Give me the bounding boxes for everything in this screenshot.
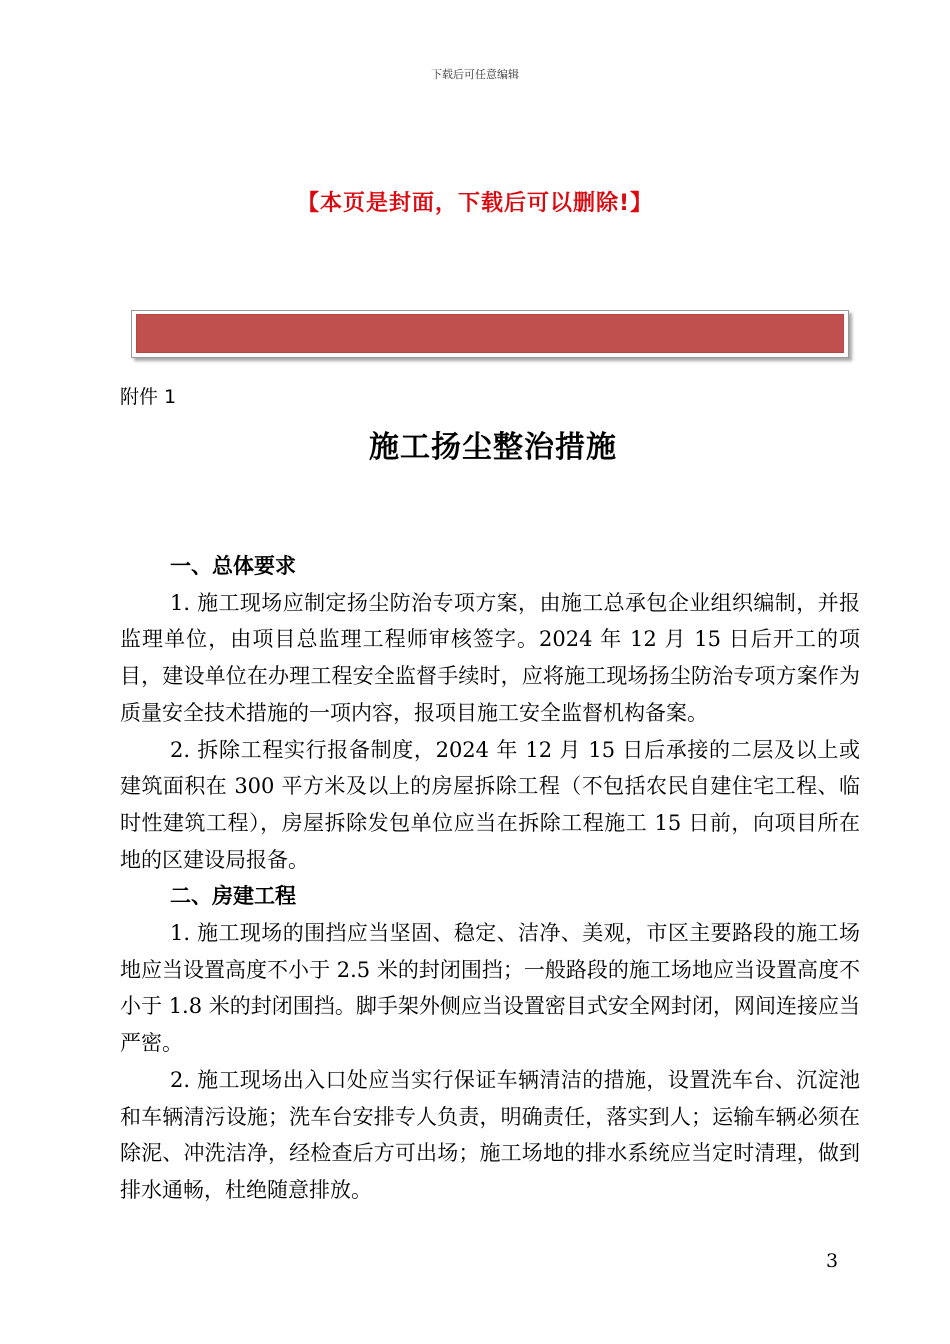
- page-number: 3: [826, 1250, 839, 1272]
- decorative-banner: [131, 310, 849, 358]
- section-housing-construction: [120, 878, 860, 1208]
- section-heading: 二、房建工程: [170, 884, 296, 909]
- attachment-label: 附件 1: [120, 386, 177, 408]
- section-general-requirements: [120, 548, 860, 878]
- header-note: 下载后可任意编辑: [431, 68, 519, 81]
- banner-bar: [136, 314, 844, 353]
- paragraph: 2. 拆除工程实行报备制度，2024 年 12 月 15 日后承接的二层及以上或建筑面积在 300 平方米及以上的房屋拆除工程（不包括农民自建住宅工程、临时性建筑工程），房屋拆除发包单位应当在拆除工程施工 15 日前，向项目所在地的区建设局报备。: [120, 737, 860, 872]
- paragraph: 1. 施工现场应制定扬尘防治专项方案，由施工总承包企业组织编制，并报监理单位，由项目总监理工程师审核签字。2024 年 12 月 15 日后开工的项目，建设单位在办理工程安全监督手续时，应将施工现场扬尘防治专项方案作为质量安全技术措施的一项内容，报项目施工安全监督机构备案。: [120, 590, 860, 725]
- document-title: 施工扬尘整治措施: [369, 430, 617, 465]
- section-heading: 一、总体要求: [170, 554, 296, 578]
- cover-delete-notice: 【本页是封面，下载后可以删除!】: [296, 191, 654, 216]
- paragraph: 1. 施工现场的围挡应当坚固、稳定、洁净、美观，市区主要路段的施工场地应当设置高度不小于 2.5 米的封闭围挡；一般路段的施工场地应当设置高度不小于 1.8 米的封闭围挡。脚手架外侧应当设置密目式安全网封闭，网间连接应当严密。: [120, 921, 860, 1056]
- paragraph: 2. 施工现场出入口处应当实行保证车辆清洁的措施，设置洗车台、沉淀池和车辆清污设施；洗车台安排专人负责，明确责任，落实到人；运输车辆必须在除泥、冲洗洁净，经检查后方可出场；施工场地的排水系统应当定时清理，做到排水通畅，杜绝随意排放。: [120, 1067, 860, 1202]
- document-body: [120, 548, 860, 1209]
